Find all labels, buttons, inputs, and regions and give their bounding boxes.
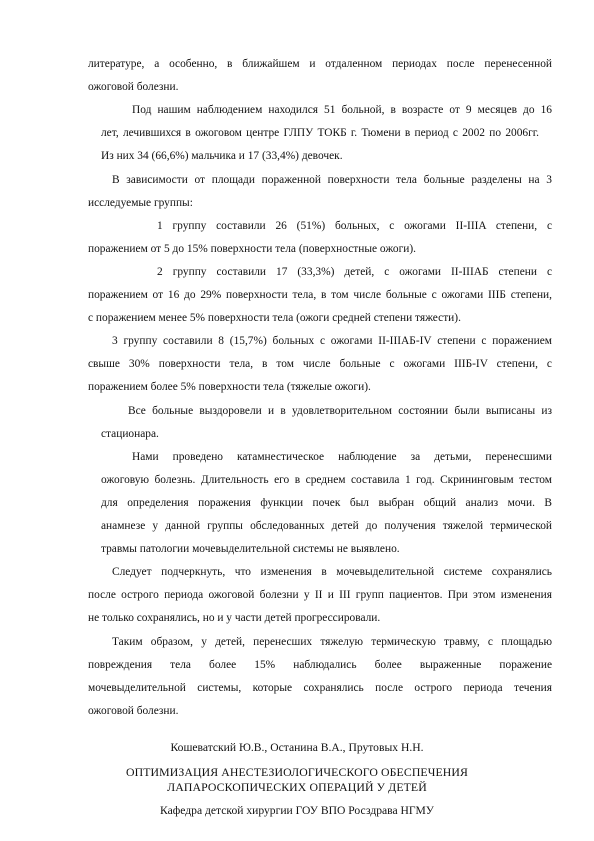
text-line: Под нашим наблюдением находился 51 больной, в возрасте от 9 месяцев до 16 bbox=[132, 104, 552, 116]
text-line: 3 группу составили 8 (15,7%) больных с ожогами II-IIIАБ-IV степени с поражением bbox=[112, 335, 552, 347]
article-title bbox=[0, 765, 594, 795]
text-line: поражением от 5 до 15% поверхности тела (поверхностные ожоги). bbox=[88, 243, 417, 255]
text-line: В зависимости от площади пораженной поверхности тела больные разделены на 3 bbox=[112, 174, 552, 186]
text-line: травмы патологии мочевыделительной системы не выявлено. bbox=[101, 543, 400, 555]
text-line: исследуемые группы: bbox=[88, 197, 193, 209]
text-line: ожоговой болезни. bbox=[88, 705, 179, 717]
text-line: Следует подчеркнуть, что изменения в мочевыделительной системе сохранялись bbox=[112, 566, 552, 578]
text-line: поражением более 5% поверхности тела (тяжелые ожоги). bbox=[88, 381, 371, 393]
text-line: 1 группу составили 26 (51%) больных, с ожогами II-IIIA степени, с bbox=[157, 220, 552, 232]
text-line: лет, лечившихся в ожоговом центре ГЛПУ ТОКБ г. Тюмени в период с 2002 по 2006гг. bbox=[101, 127, 539, 139]
text-line: литературе, а особенно, в ближайшем и отдаленном периодах после перенесенной bbox=[88, 58, 552, 70]
text-line: свыше 30% поверхности тела, в том числе больные с ожогами IIIБ-IV степени, с bbox=[88, 358, 552, 370]
article-authors: Кошеватский Ю.В., Останина В.А., Прутовых Н.Н. bbox=[170, 741, 424, 754]
text-line: не только сохранялись, но и у части детей прогрессировали. bbox=[88, 612, 381, 624]
text-line: поражением от 16 до 29% поверхности тела, в том числе больные с ожогами IIIБ степени, bbox=[88, 289, 552, 301]
text-line: стационара. bbox=[101, 428, 159, 440]
text-line: Нами проведено катамнестическое наблюдение за детьми, перенесшими bbox=[132, 451, 552, 463]
text-line: Таким образом, у детей, перенесших тяжелую термическую травму, с площадью bbox=[112, 636, 552, 648]
text-line: мочевыделительной системы, которые сохранялись после острого периода течения bbox=[88, 682, 552, 694]
text-line: после острого периода ожоговой болезни у II и III групп пациентов. При этом изменения bbox=[88, 589, 552, 601]
text-line: анамнезе у данной группы обследованных детей до получения тяжелой термической bbox=[101, 520, 552, 532]
text-line: ожоговой болезни. bbox=[88, 81, 179, 93]
text-line: Все больные выздоровели и в удовлетворительном состоянии были выписаны из bbox=[128, 405, 552, 417]
article-title-line: ОПТИМИЗАЦИЯ АНЕСТЕЗИОЛОГИЧЕСКОГО ОБЕСПЕЧЕНИЯ bbox=[125, 765, 469, 779]
article-department: Кафедра детской хирургии ГОУ ВПО Росздрава НГМУ bbox=[160, 804, 434, 817]
text-line: повреждения тела более 15% наблюдались более выраженные поражение bbox=[88, 659, 552, 671]
text-line: с поражением менее 5% поверхности тела (ожоги средней степени тяжести). bbox=[88, 312, 461, 324]
text-line: 2 группу составили 17 (33,3%) детей, с ожогами II-IIIАБ степени с bbox=[157, 266, 552, 278]
text-line: Из них 34 (66,6%) мальчика и 17 (33,4%) девочек. bbox=[101, 150, 343, 162]
text-line: для определения поражения функции почек был выбран общий анализ мочи. В bbox=[101, 497, 552, 509]
text-line: ожоговую болезнь. Длительность его в среднем составила 1 год. Скрининговым тестом bbox=[101, 474, 552, 486]
article-title-line: ЛАПАРОСКОПИЧЕСКИХ ОПЕРАЦИЙ У ДЕТЕЙ bbox=[167, 780, 427, 794]
